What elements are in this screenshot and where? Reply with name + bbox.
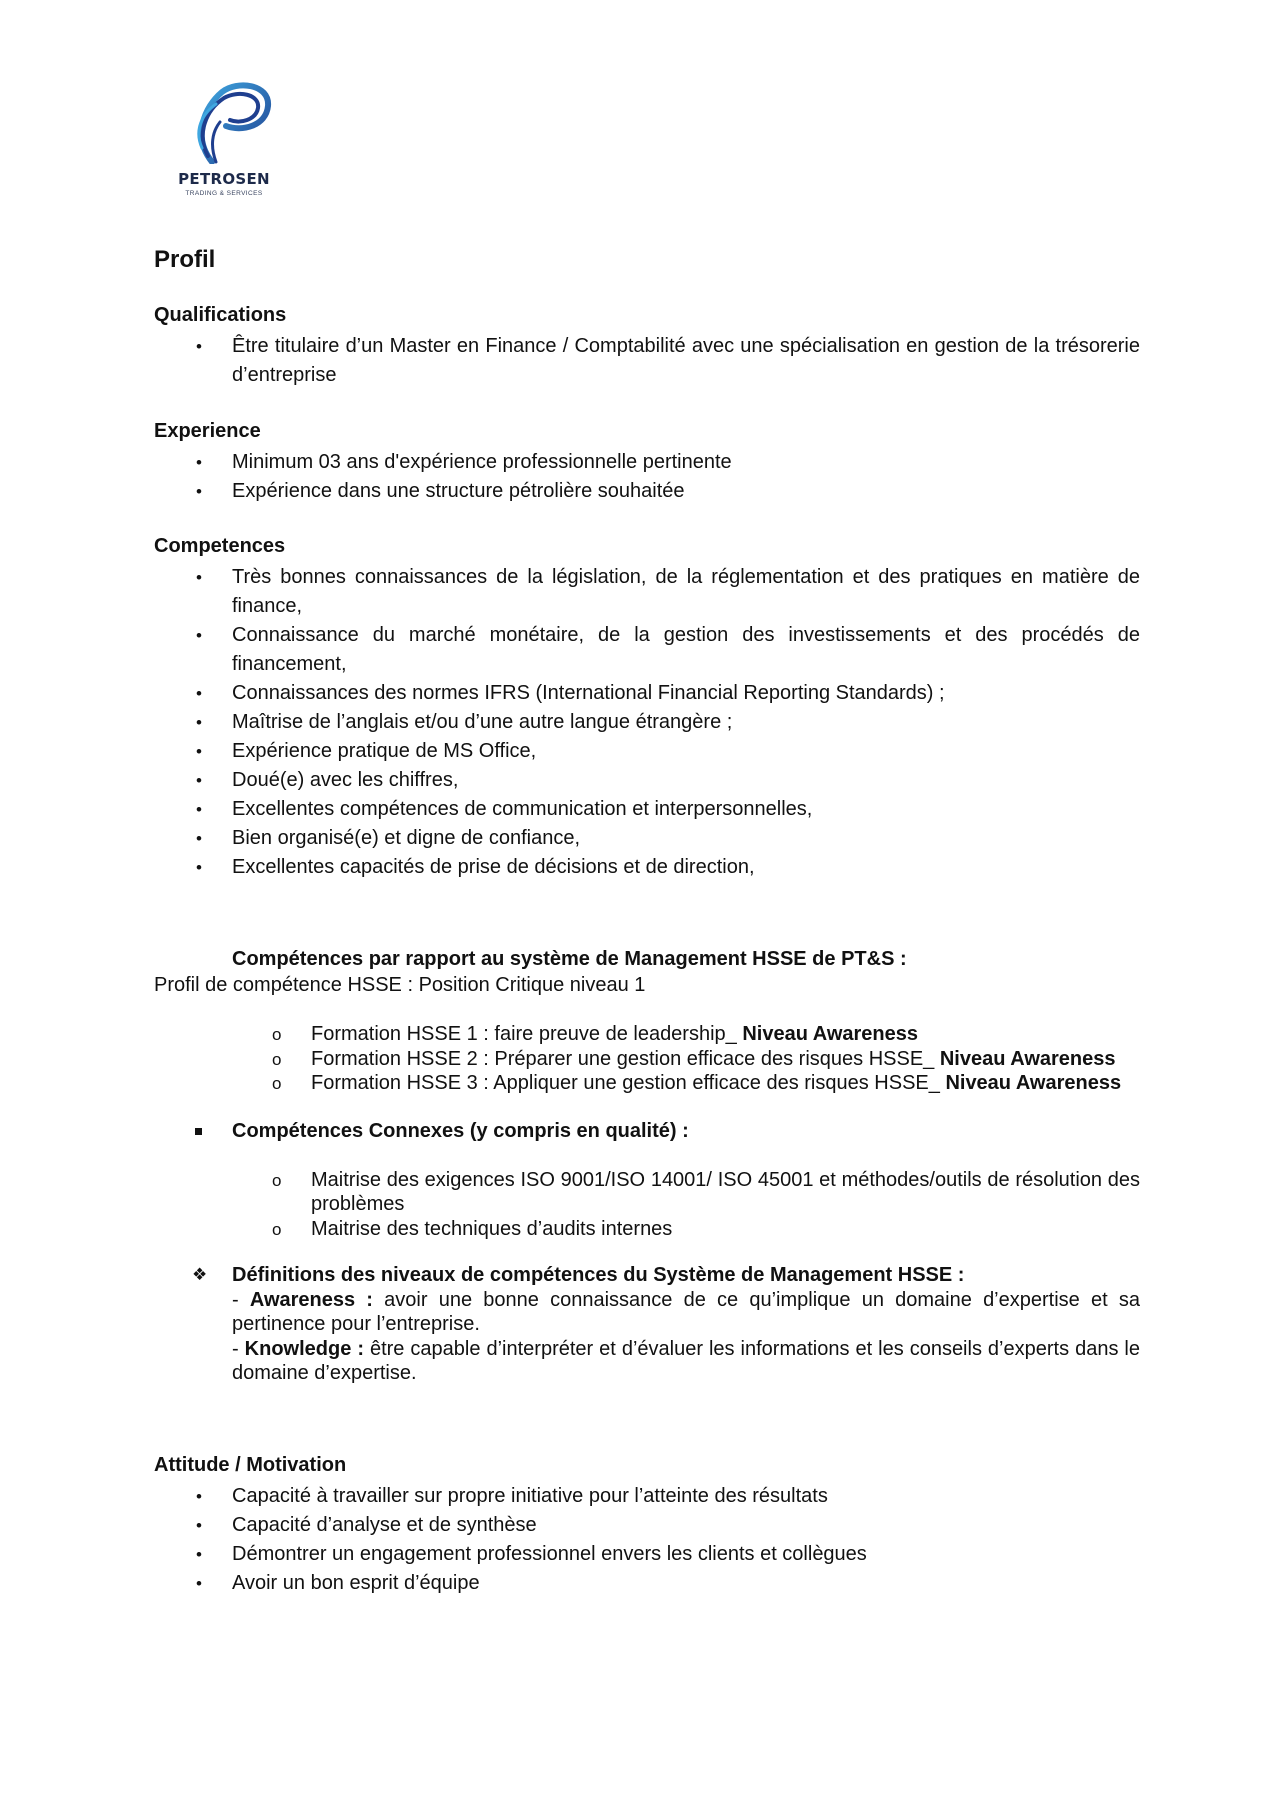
definitions-block — [154, 1263, 1140, 1386]
list-item: • Avoir un bon esprit d’équipe — [154, 1569, 1140, 1598]
logo-subtitle: TRADING & SERVICES — [185, 190, 263, 197]
qualifications-list — [154, 332, 1140, 390]
logo-name: PETROSEN — [178, 170, 270, 188]
attitude-list — [154, 1482, 1140, 1598]
list-item: • Démontrer un engagement professionnel envers les clients et collègues — [154, 1540, 1140, 1569]
training-item: o Formation HSSE 2 : Préparer une gestion efficace des risques HSSE_ Niveau Awareness — [154, 1047, 1140, 1072]
hsse-heading: Compétences par rapport au système de Management HSSE de PT&S : — [232, 948, 907, 970]
training-level: Niveau Awareness — [742, 1023, 918, 1045]
attitude-heading: Attitude / Motivation — [154, 1453, 347, 1476]
list-item: • Expérience dans une structure pétrolière souhaitée — [154, 477, 1140, 506]
training-item: o Formation HSSE 1 : faire preuve de leadership_ Niveau Awareness — [154, 1022, 1140, 1047]
list-item: • Capacité à travailler sur propre initiative pour l’atteinte des résultats — [154, 1482, 1140, 1511]
experience-list — [154, 448, 1140, 506]
training-level: Niveau Awareness — [939, 1047, 1116, 1070]
connexes-heading: Compétences Connexes (y compris en qualité) : — [154, 1118, 1140, 1144]
list-item: • Très bonnes connaissances de la législation, de la réglementation et des pratiques en matière de finance, — [154, 563, 1140, 621]
list-item: • Être titulaire d’un Master en Finance / Comptabilité avec une spécialisation en gestion de la trésorerie d’entreprise — [154, 332, 1140, 390]
list-item: • Excellentes compétences de communication et interpersonnelles, — [154, 795, 1140, 824]
petrosen-logo-icon — [182, 82, 272, 164]
list-item: • Maîtrise de l’anglais et/ou d’une autre langue étrangère ; — [154, 708, 1140, 737]
hsse-trainings-list — [154, 1022, 1140, 1096]
list-item: • Expérience pratique de MS Office, — [154, 737, 1140, 766]
competences-heading: Competences — [154, 535, 286, 557]
list-item: • Doué(e) avec les chiffres, — [154, 766, 1140, 795]
list-item: • Bien organisé(e) et digne de confiance, — [154, 824, 1140, 853]
training-level: Niveau Awareness — [945, 1072, 1122, 1094]
list-item: o Maitrise des exigences ISO 9001/ISO 14001/ ISO 45001 et méthodes/outils de résolution des problèmes — [154, 1168, 1140, 1217]
definition-awareness: - Awareness : avoir une bonne connaissance de ce qu’implique un domaine d’expertise et sa pertinence pour l’entreprise. — [232, 1288, 1140, 1335]
page-title: Profil — [154, 246, 216, 273]
training-item: o Formation HSSE 3 : Appliquer une gestion efficace des risques HSSE_ Niveau Awareness — [154, 1071, 1140, 1096]
list-item: • Excellentes capacités de prise de décisions et de direction, — [154, 853, 1140, 882]
connexes-list — [154, 1168, 1140, 1242]
qualifications-heading: Qualifications — [154, 304, 287, 326]
hsse-profile-line: Profil de compétence HSSE : Position Critique niveau 1 — [154, 974, 646, 996]
square-bullet-icon — [195, 1128, 202, 1135]
list-item: • Capacité d’analyse et de synthèse — [154, 1511, 1140, 1540]
definitions-heading: Définitions des niveaux de compétences du Système de Management HSSE : — [232, 1264, 965, 1286]
definition-knowledge: - Knowledge : être capable d’interpréter et d’évaluer les informations et les conseils d’experts dans le domaine d’expertise. — [232, 1337, 1141, 1384]
document-body — [154, 246, 1140, 1598]
list-item: • Connaissance du marché monétaire, de la gestion des investissements et des procédés de financement, — [154, 621, 1140, 679]
list-item: • Minimum 03 ans d'expérience professionnelle pertinente — [154, 448, 1140, 477]
list-item: o Maitrise des techniques d’audits internes — [154, 1217, 1140, 1242]
company-logo — [168, 82, 280, 210]
diamond-bullet-icon: ❖ — [192, 1265, 208, 1284]
list-item: • Connaissances des normes IFRS (International Financial Reporting Standards) ; — [154, 679, 1140, 708]
competences-list — [154, 563, 1140, 882]
experience-heading: Experience — [154, 420, 261, 442]
